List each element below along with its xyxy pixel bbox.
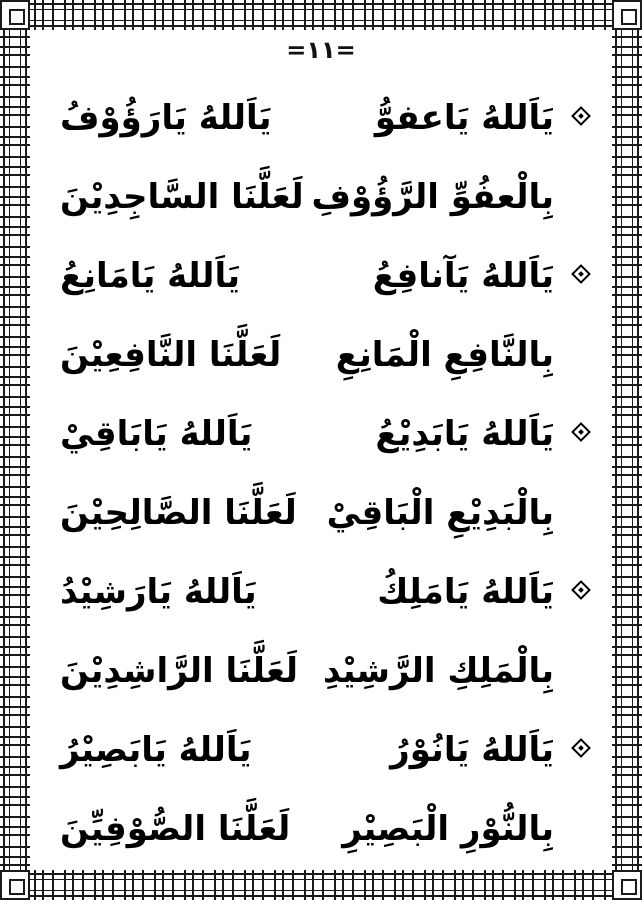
verse-line-supplication bbox=[60, 315, 588, 394]
verse bbox=[60, 236, 588, 394]
hemistich-right: بِالْمَلِكِ الرَّشِيْدِ bbox=[323, 650, 554, 691]
verse-line-supplication bbox=[60, 789, 588, 868]
hemistich-left: لَعَلَّنَا السَّاجِدِيْنَ bbox=[60, 176, 304, 217]
hemistich-left: يَاَللهُ يَارَؤُوْفُ bbox=[60, 97, 272, 138]
page-number: =١١= bbox=[286, 36, 356, 64]
diamond-bullet-icon bbox=[571, 738, 591, 758]
verse-line-invocation bbox=[60, 394, 588, 473]
hemistich-right: يَاَللهُ يَامَلِكُ bbox=[377, 571, 554, 612]
border-corner-bottom-left bbox=[0, 870, 30, 900]
ornamental-border-top bbox=[0, 0, 642, 30]
border-corner-top-left bbox=[0, 0, 30, 30]
verse-line-supplication bbox=[60, 157, 588, 236]
hemistich-right: بِالنَّافِعِ الْمَانِعِ bbox=[335, 334, 554, 375]
verse-line-supplication bbox=[60, 631, 588, 710]
hemistich-right: يَاَللهُ يَانُوْرُ bbox=[390, 729, 554, 770]
hemistich-left: لَعَلَّنَا الصَّالِحِيْنَ bbox=[60, 492, 297, 533]
hemistich-left: لَعَلَّنَا النَّافِعِيْنَ bbox=[60, 334, 282, 375]
ornamental-border-left bbox=[0, 30, 30, 870]
diamond-bullet-icon bbox=[571, 422, 591, 442]
hemistich-left: لَعَلَّنَا الرَّاشِدِيْنَ bbox=[60, 650, 298, 691]
hemistich-right: يَاَللهُ يَاعفوُّ bbox=[374, 97, 554, 138]
hemistich-left: يَاَللهُ يَابَاقِيْ bbox=[60, 413, 253, 454]
ornamental-border-bottom bbox=[0, 870, 642, 900]
hemistich-right: بِالنُّوْرِ الْبَصِيْرِ bbox=[342, 808, 554, 849]
verse-list bbox=[60, 78, 588, 868]
verse bbox=[60, 394, 588, 552]
ornamental-border-right bbox=[612, 30, 642, 870]
hemistich-right: يَاَللهُ يَابَدِيْعُ bbox=[375, 413, 554, 454]
hemistich-left: يَاَللهُ يَارَشِيْدُ bbox=[60, 571, 257, 612]
hemistich-left: يَاَللهُ يَامَانِعُ bbox=[60, 255, 240, 296]
hemistich-right: بِالْبَدِيْعِ الْبَاقِيْ bbox=[326, 492, 554, 533]
hemistich-left: يَاَللهُ يَابَصِيْرُ bbox=[60, 729, 252, 770]
verse-line-supplication bbox=[60, 473, 588, 552]
verse bbox=[60, 78, 588, 236]
diamond-bullet-icon bbox=[571, 264, 591, 284]
hemistich-right: يَاَللهُ يَآنافِعُ bbox=[372, 255, 554, 296]
hemistich-left: لَعَلَّنَا الصُّوْفِيِّنَ bbox=[60, 808, 291, 849]
border-corner-bottom-right bbox=[612, 870, 642, 900]
verse-line-invocation bbox=[60, 710, 588, 789]
verse-line-invocation bbox=[60, 236, 588, 315]
diamond-bullet-icon bbox=[571, 580, 591, 600]
verse bbox=[60, 710, 588, 868]
diamond-bullet-icon bbox=[571, 106, 591, 126]
verse bbox=[60, 552, 588, 710]
hemistich-right: بِالْعفُوِّ الرَّؤُوْفِ bbox=[311, 176, 554, 217]
verse-line-invocation bbox=[60, 552, 588, 631]
border-corner-top-right bbox=[612, 0, 642, 30]
verse-line-invocation bbox=[60, 78, 588, 157]
